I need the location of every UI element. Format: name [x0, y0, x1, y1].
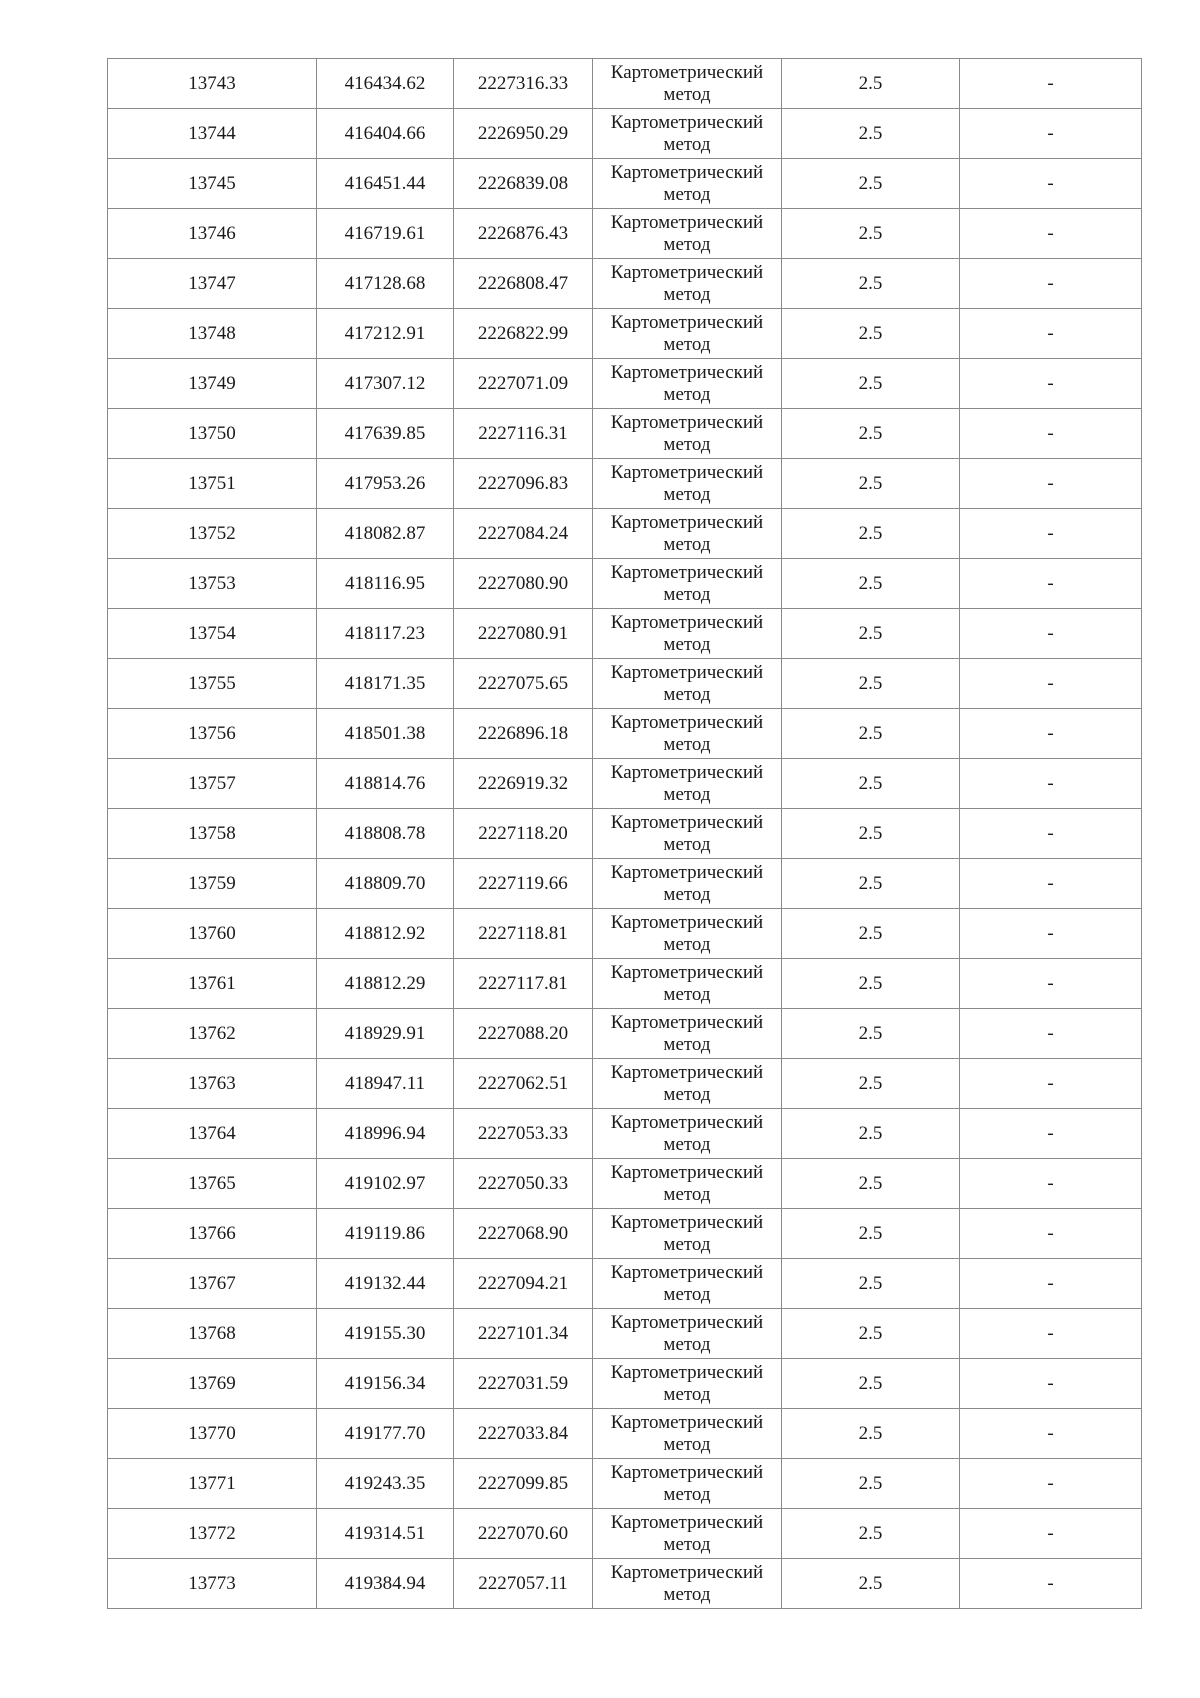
y-coordinate-cell: 2227080.91: [454, 609, 593, 659]
y-coordinate-cell: 2227068.90: [454, 1209, 593, 1259]
method-line-1: Картометрический: [610, 1011, 764, 1033]
table-row: [108, 159, 1142, 209]
method-cell: [593, 809, 782, 859]
method-line-1: Картометрический: [610, 511, 764, 533]
method-cell: [593, 409, 782, 459]
accuracy-cell: 2.5: [782, 1209, 960, 1259]
x-coordinate-cell: 418171.35: [317, 659, 454, 709]
table-row: [108, 1059, 1142, 1109]
note-cell: -: [960, 459, 1142, 509]
x-coordinate-cell: 416434.62: [317, 59, 454, 109]
accuracy-cell: 2.5: [782, 309, 960, 359]
method-line-2: метод: [663, 1183, 711, 1205]
point-number-cell: 13758: [108, 809, 317, 859]
note-cell: -: [960, 1409, 1142, 1459]
coordinates-table-body: [108, 59, 1142, 1609]
x-coordinate-cell: 419132.44: [317, 1259, 454, 1309]
accuracy-cell: 2.5: [782, 609, 960, 659]
point-number-cell: 13755: [108, 659, 317, 709]
table-row: [108, 209, 1142, 259]
method-cell: [593, 1059, 782, 1109]
method-line-1: Картометрический: [610, 861, 764, 883]
x-coordinate-cell: 418501.38: [317, 709, 454, 759]
table-row: [108, 659, 1142, 709]
point-number-cell: 13748: [108, 309, 317, 359]
method-line-1: Картометрический: [610, 611, 764, 633]
table-row: [108, 1459, 1142, 1509]
accuracy-cell: 2.5: [782, 259, 960, 309]
accuracy-cell: 2.5: [782, 1359, 960, 1409]
method-line-2: метод: [663, 933, 711, 955]
method-line-2: метод: [663, 583, 711, 605]
note-cell: -: [960, 1059, 1142, 1109]
point-number-cell: 13746: [108, 209, 317, 259]
table-row: [108, 1159, 1142, 1209]
method-line-1: Картометрический: [610, 1511, 764, 1533]
point-number-cell: 13767: [108, 1259, 317, 1309]
x-coordinate-cell: 418809.70: [317, 859, 454, 909]
x-coordinate-cell: 418947.11: [317, 1059, 454, 1109]
note-cell: -: [960, 209, 1142, 259]
table-row: [108, 59, 1142, 109]
note-cell: -: [960, 659, 1142, 709]
method-line-2: метод: [663, 683, 711, 705]
accuracy-cell: 2.5: [782, 809, 960, 859]
note-cell: -: [960, 1009, 1142, 1059]
point-number-cell: 13753: [108, 559, 317, 609]
x-coordinate-cell: 418082.87: [317, 509, 454, 559]
x-coordinate-cell: 419314.51: [317, 1509, 454, 1559]
method-line-1: Картометрический: [610, 1261, 764, 1283]
method-line-2: метод: [663, 283, 711, 305]
note-cell: -: [960, 1209, 1142, 1259]
note-cell: -: [960, 1109, 1142, 1159]
note-cell: -: [960, 159, 1142, 209]
x-coordinate-cell: 418808.78: [317, 809, 454, 859]
table-row: [108, 1559, 1142, 1609]
method-cell: [593, 959, 782, 1009]
method-cell: [593, 559, 782, 609]
method-cell: [593, 109, 782, 159]
y-coordinate-cell: 2227053.33: [454, 1109, 593, 1159]
method-line-2: метод: [663, 633, 711, 655]
method-line-2: метод: [663, 483, 711, 505]
method-line-1: Картометрический: [610, 961, 764, 983]
method-line-1: Картометрический: [610, 1461, 764, 1483]
point-number-cell: 13745: [108, 159, 317, 209]
y-coordinate-cell: 2227080.90: [454, 559, 593, 609]
x-coordinate-cell: 419384.94: [317, 1559, 454, 1609]
method-cell: [593, 359, 782, 409]
method-line-2: метод: [663, 883, 711, 905]
point-number-cell: 13749: [108, 359, 317, 409]
accuracy-cell: 2.5: [782, 709, 960, 759]
table-row: [108, 909, 1142, 959]
point-number-cell: 13759: [108, 859, 317, 909]
table-row: [108, 359, 1142, 409]
accuracy-cell: 2.5: [782, 659, 960, 709]
table-row: [108, 309, 1142, 359]
x-coordinate-cell: 418929.91: [317, 1009, 454, 1059]
y-coordinate-cell: 2227075.65: [454, 659, 593, 709]
note-cell: -: [960, 309, 1142, 359]
note-cell: -: [960, 1359, 1142, 1409]
method-cell: [593, 1009, 782, 1059]
method-cell: [593, 859, 782, 909]
y-coordinate-cell: 2227117.81: [454, 959, 593, 1009]
table-row: [108, 609, 1142, 659]
accuracy-cell: 2.5: [782, 359, 960, 409]
method-line-2: метод: [663, 333, 711, 355]
method-line-2: метод: [663, 533, 711, 555]
method-line-2: метод: [663, 1483, 711, 1505]
method-line-2: метод: [663, 733, 711, 755]
accuracy-cell: 2.5: [782, 559, 960, 609]
method-line-1: Картометрический: [610, 61, 764, 83]
note-cell: -: [960, 1309, 1142, 1359]
method-line-1: Картометрический: [610, 1061, 764, 1083]
point-number-cell: 13754: [108, 609, 317, 659]
point-number-cell: 13766: [108, 1209, 317, 1259]
point-number-cell: 13763: [108, 1059, 317, 1109]
point-number-cell: 13760: [108, 909, 317, 959]
y-coordinate-cell: 2227119.66: [454, 859, 593, 909]
y-coordinate-cell: 2227096.83: [454, 459, 593, 509]
method-line-2: метод: [663, 183, 711, 205]
method-line-2: метод: [663, 1133, 711, 1155]
x-coordinate-cell: 419102.97: [317, 1159, 454, 1209]
x-coordinate-cell: 418116.95: [317, 559, 454, 609]
note-cell: -: [960, 1509, 1142, 1559]
y-coordinate-cell: 2227116.31: [454, 409, 593, 459]
method-line-1: Картометрический: [610, 811, 764, 833]
x-coordinate-cell: 419177.70: [317, 1409, 454, 1459]
table-row: [108, 1009, 1142, 1059]
table-row: [108, 1409, 1142, 1459]
point-number-cell: 13765: [108, 1159, 317, 1209]
table-row: [108, 759, 1142, 809]
method-cell: [593, 509, 782, 559]
method-line-2: метод: [663, 1033, 711, 1055]
y-coordinate-cell: 2227118.81: [454, 909, 593, 959]
y-coordinate-cell: 2227084.24: [454, 509, 593, 559]
method-line-1: Картометрический: [610, 911, 764, 933]
y-coordinate-cell: 2226950.29: [454, 109, 593, 159]
method-cell: [593, 1359, 782, 1409]
y-coordinate-cell: 2226876.43: [454, 209, 593, 259]
method-cell: [593, 159, 782, 209]
table-row: [108, 859, 1142, 909]
y-coordinate-cell: 2227094.21: [454, 1259, 593, 1309]
accuracy-cell: 2.5: [782, 1409, 960, 1459]
point-number-cell: 13772: [108, 1509, 317, 1559]
method-cell: [593, 1109, 782, 1159]
method-line-2: метод: [663, 1533, 711, 1555]
method-line-1: Картометрический: [610, 661, 764, 683]
y-coordinate-cell: 2227088.20: [454, 1009, 593, 1059]
y-coordinate-cell: 2226919.32: [454, 759, 593, 809]
method-line-2: метод: [663, 833, 711, 855]
method-line-2: метод: [663, 1283, 711, 1305]
method-line-2: метод: [663, 1333, 711, 1355]
table-row: [108, 1309, 1142, 1359]
y-coordinate-cell: 2227118.20: [454, 809, 593, 859]
method-line-2: метод: [663, 83, 711, 105]
method-cell: [593, 909, 782, 959]
x-coordinate-cell: 419243.35: [317, 1459, 454, 1509]
y-coordinate-cell: 2226822.99: [454, 309, 593, 359]
table-row: [108, 1209, 1142, 1259]
accuracy-cell: 2.5: [782, 1259, 960, 1309]
note-cell: -: [960, 509, 1142, 559]
method-cell: [593, 259, 782, 309]
point-number-cell: 13771: [108, 1459, 317, 1509]
method-cell: [593, 1559, 782, 1609]
method-line-1: Картометрический: [610, 1211, 764, 1233]
method-line-2: метод: [663, 383, 711, 405]
table-row: [108, 1359, 1142, 1409]
method-line-1: Картометрический: [610, 1361, 764, 1383]
accuracy-cell: 2.5: [782, 1159, 960, 1209]
y-coordinate-cell: 2226896.18: [454, 709, 593, 759]
method-cell: [593, 1309, 782, 1359]
x-coordinate-cell: 417128.68: [317, 259, 454, 309]
note-cell: -: [960, 609, 1142, 659]
x-coordinate-cell: 418812.92: [317, 909, 454, 959]
x-coordinate-cell: 416451.44: [317, 159, 454, 209]
y-coordinate-cell: 2227099.85: [454, 1459, 593, 1509]
note-cell: -: [960, 809, 1142, 859]
point-number-cell: 13756: [108, 709, 317, 759]
note-cell: -: [960, 409, 1142, 459]
accuracy-cell: 2.5: [782, 959, 960, 1009]
method-line-2: метод: [663, 983, 711, 1005]
point-number-cell: 13751: [108, 459, 317, 509]
coordinates-table: [107, 58, 1142, 1609]
y-coordinate-cell: 2227071.09: [454, 359, 593, 409]
note-cell: -: [960, 359, 1142, 409]
x-coordinate-cell: 418117.23: [317, 609, 454, 659]
x-coordinate-cell: 417639.85: [317, 409, 454, 459]
accuracy-cell: 2.5: [782, 909, 960, 959]
note-cell: -: [960, 1159, 1142, 1209]
method-line-2: метод: [663, 1583, 711, 1605]
method-line-1: Картометрический: [610, 261, 764, 283]
table-row: [108, 459, 1142, 509]
method-line-1: Картометрический: [610, 711, 764, 733]
y-coordinate-cell: 2227031.59: [454, 1359, 593, 1409]
accuracy-cell: 2.5: [782, 1459, 960, 1509]
note-cell: -: [960, 259, 1142, 309]
method-cell: [593, 609, 782, 659]
note-cell: -: [960, 759, 1142, 809]
note-cell: -: [960, 909, 1142, 959]
method-line-1: Картометрический: [610, 461, 764, 483]
x-coordinate-cell: 417307.12: [317, 359, 454, 409]
method-line-1: Картометрический: [610, 311, 764, 333]
accuracy-cell: 2.5: [782, 1509, 960, 1559]
x-coordinate-cell: 416719.61: [317, 209, 454, 259]
accuracy-cell: 2.5: [782, 209, 960, 259]
table-row: [108, 709, 1142, 759]
method-line-1: Картометрический: [610, 161, 764, 183]
method-cell: [593, 659, 782, 709]
y-coordinate-cell: 2226839.08: [454, 159, 593, 209]
table-row: [108, 559, 1142, 609]
point-number-cell: 13769: [108, 1359, 317, 1409]
x-coordinate-cell: 418812.29: [317, 959, 454, 1009]
method-cell: [593, 1459, 782, 1509]
point-number-cell: 13750: [108, 409, 317, 459]
method-line-2: метод: [663, 1233, 711, 1255]
method-line-1: Картометрический: [610, 361, 764, 383]
table-row: [108, 1259, 1142, 1309]
accuracy-cell: 2.5: [782, 409, 960, 459]
note-cell: -: [960, 959, 1142, 1009]
method-cell: [593, 709, 782, 759]
method-cell: [593, 59, 782, 109]
method-line-2: метод: [663, 1383, 711, 1405]
x-coordinate-cell: 417212.91: [317, 309, 454, 359]
method-line-1: Картометрический: [610, 211, 764, 233]
accuracy-cell: 2.5: [782, 1009, 960, 1059]
point-number-cell: 13752: [108, 509, 317, 559]
note-cell: -: [960, 1559, 1142, 1609]
x-coordinate-cell: 419155.30: [317, 1309, 454, 1359]
table-row: [108, 509, 1142, 559]
note-cell: -: [960, 709, 1142, 759]
table-row: [108, 109, 1142, 159]
x-coordinate-cell: 416404.66: [317, 109, 454, 159]
method-line-2: метод: [663, 133, 711, 155]
method-line-1: Картометрический: [610, 1561, 764, 1583]
point-number-cell: 13743: [108, 59, 317, 109]
method-line-1: Картометрический: [610, 1411, 764, 1433]
accuracy-cell: 2.5: [782, 1059, 960, 1109]
accuracy-cell: 2.5: [782, 459, 960, 509]
point-number-cell: 13744: [108, 109, 317, 159]
x-coordinate-cell: 417953.26: [317, 459, 454, 509]
point-number-cell: 13770: [108, 1409, 317, 1459]
note-cell: -: [960, 559, 1142, 609]
table-row: [108, 1509, 1142, 1559]
method-cell: [593, 1409, 782, 1459]
method-cell: [593, 1259, 782, 1309]
point-number-cell: 13768: [108, 1309, 317, 1359]
y-coordinate-cell: 2226808.47: [454, 259, 593, 309]
y-coordinate-cell: 2227101.34: [454, 1309, 593, 1359]
method-line-1: Картометрический: [610, 111, 764, 133]
method-line-2: метод: [663, 1083, 711, 1105]
method-line-1: Картометрический: [610, 1111, 764, 1133]
method-cell: [593, 459, 782, 509]
point-number-cell: 13757: [108, 759, 317, 809]
y-coordinate-cell: 2227070.60: [454, 1509, 593, 1559]
accuracy-cell: 2.5: [782, 59, 960, 109]
x-coordinate-cell: 418814.76: [317, 759, 454, 809]
method-line-1: Картометрический: [610, 761, 764, 783]
note-cell: -: [960, 859, 1142, 909]
accuracy-cell: 2.5: [782, 159, 960, 209]
method-line-2: метод: [663, 783, 711, 805]
y-coordinate-cell: 2227316.33: [454, 59, 593, 109]
method-cell: [593, 209, 782, 259]
method-cell: [593, 1509, 782, 1559]
point-number-cell: 13764: [108, 1109, 317, 1159]
table-row: [108, 959, 1142, 1009]
y-coordinate-cell: 2227033.84: [454, 1409, 593, 1459]
method-line-1: Картометрический: [610, 411, 764, 433]
y-coordinate-cell: 2227062.51: [454, 1059, 593, 1109]
accuracy-cell: 2.5: [782, 859, 960, 909]
method-cell: [593, 759, 782, 809]
method-line-2: метод: [663, 233, 711, 255]
table-row: [108, 409, 1142, 459]
point-number-cell: 13761: [108, 959, 317, 1009]
accuracy-cell: 2.5: [782, 509, 960, 559]
y-coordinate-cell: 2227057.11: [454, 1559, 593, 1609]
method-line-1: Картометрический: [610, 1311, 764, 1333]
accuracy-cell: 2.5: [782, 1109, 960, 1159]
accuracy-cell: 2.5: [782, 1309, 960, 1359]
accuracy-cell: 2.5: [782, 759, 960, 809]
table-row: [108, 1109, 1142, 1159]
method-cell: [593, 1209, 782, 1259]
x-coordinate-cell: 419119.86: [317, 1209, 454, 1259]
table-row: [108, 809, 1142, 859]
point-number-cell: 13762: [108, 1009, 317, 1059]
note-cell: -: [960, 1459, 1142, 1509]
method-line-2: метод: [663, 433, 711, 455]
method-line-1: Картометрический: [610, 1161, 764, 1183]
note-cell: -: [960, 1259, 1142, 1309]
accuracy-cell: 2.5: [782, 109, 960, 159]
y-coordinate-cell: 2227050.33: [454, 1159, 593, 1209]
note-cell: -: [960, 59, 1142, 109]
point-number-cell: 13773: [108, 1559, 317, 1609]
method-line-1: Картометрический: [610, 561, 764, 583]
method-cell: [593, 1159, 782, 1209]
method-cell: [593, 309, 782, 359]
point-number-cell: 13747: [108, 259, 317, 309]
x-coordinate-cell: 419156.34: [317, 1359, 454, 1409]
accuracy-cell: 2.5: [782, 1559, 960, 1609]
method-line-2: метод: [663, 1433, 711, 1455]
table-row: [108, 259, 1142, 309]
note-cell: -: [960, 109, 1142, 159]
x-coordinate-cell: 418996.94: [317, 1109, 454, 1159]
